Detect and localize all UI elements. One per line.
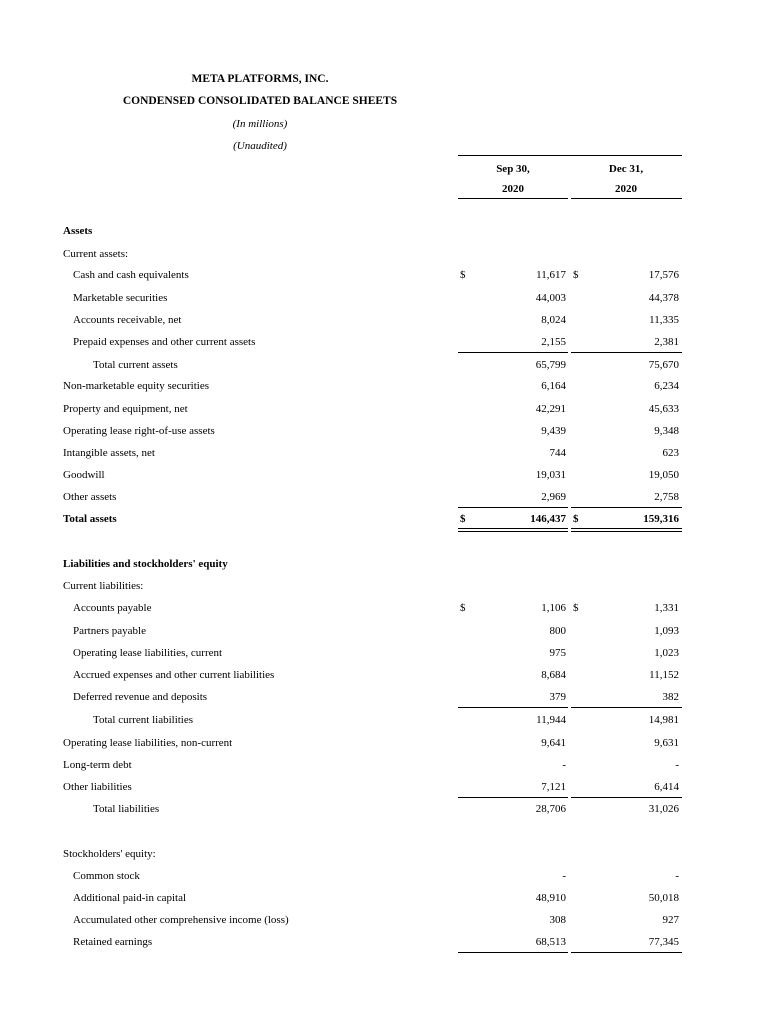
subtotal-rule [458,352,568,353]
value-dec-2020: 75,670 [648,359,679,371]
value-sep-2020: 28,706 [535,803,566,815]
value-dec-2020: 31,026 [648,803,679,815]
row-label: Accounts payable [73,602,152,614]
value-sep-2020: 800 [549,625,566,637]
row-label: Cash and cash equivalents [73,269,189,281]
company-name: META PLATFORMS, INC. [191,73,329,85]
value-sep-2020: 975 [549,647,566,659]
value-dec-2020: 1,023 [654,647,679,659]
column-header-rule-1 [458,198,568,199]
row-label: Intangible assets, net [63,447,155,459]
row-label: Total assets [63,513,117,525]
dollar-sign: $ [460,513,466,525]
value-dec-2020: - [675,759,679,771]
value-sep-2020: 8,024 [541,314,566,326]
dollar-sign: $ [460,602,466,614]
audit-note: (Unaudited) [233,140,287,152]
row-label: Marketable securities [73,292,168,304]
value-dec-2020: 382 [662,691,679,703]
subtotal-rule [571,352,682,353]
value-sep-2020: 48,910 [535,892,566,904]
statement-title: CONDENSED CONSOLIDATED BALANCE SHEETS [122,95,398,107]
value-dec-2020: 44,378 [648,292,679,304]
row-label: Operating lease liabilities, current [73,647,223,659]
value-sep-2020: 42,291 [535,403,566,415]
value-dec-2020: 9,631 [654,737,679,749]
value-dec-2020: 11,335 [649,314,679,326]
value-dec-2020: 623 [662,447,679,459]
row-label: Operating lease liabilities, non-current [63,737,233,749]
value-sep-2020: - [562,870,566,882]
value-dec-2020: 9,348 [654,425,679,437]
row-label: Total current liabilities [93,714,194,726]
dollar-sign: $ [573,602,579,614]
row-label: Accounts receivable, net [73,314,182,326]
value-sep-2020: 11,617 [536,269,566,281]
value-dec-2020: 19,050 [648,469,679,481]
row-label: Prepaid expenses and other current assets [73,336,256,348]
row-label: Deferred revenue and deposits [73,691,208,703]
value-sep-2020: 11,944 [536,714,566,726]
column-header-dec-month: Dec 31, [608,163,644,175]
equity-heading: Stockholders' equity: [63,848,156,860]
dollar-sign: $ [460,269,466,281]
row-label: Other liabilities [63,781,132,793]
dollar-sign: $ [573,269,579,281]
double-rule [458,531,568,532]
value-dec-2020: 6,234 [654,380,679,392]
value-sep-2020: 379 [549,691,566,703]
row-label: Retained earnings [73,936,153,948]
value-dec-2020: 6,414 [654,781,679,793]
value-dec-2020: 159,316 [643,513,679,525]
current-liabilities-heading: Current liabilities: [63,580,144,592]
subtotal-rule [458,797,568,798]
row-label: Total liabilities [93,803,160,815]
row-label: Non-marketable equity securities [63,380,210,392]
value-sep-2020: 68,513 [535,936,566,948]
current-assets-heading: Current assets: [63,248,129,260]
liabilities-heading: Liabilities and stockholders' equity [63,558,228,570]
value-dec-2020: 2,381 [654,336,679,348]
value-sep-2020: - [562,759,566,771]
value-dec-2020: 77,345 [648,936,679,948]
double-rule [571,531,682,532]
row-label: Partners payable [73,625,146,637]
column-header-rule-2 [571,198,682,199]
value-dec-2020: 11,152 [649,669,679,681]
value-sep-2020: 7,121 [541,781,566,793]
value-dec-2020: 50,018 [648,892,679,904]
row-label: Long-term debt [63,759,132,771]
row-label: Accrued expenses and other current liabilities [73,669,275,681]
subtotal-rule [458,952,568,953]
value-sep-2020: 9,641 [541,737,566,749]
row-label: Common stock [73,870,140,882]
column-header-sep-month: Sep 30, [496,163,530,175]
value-sep-2020: 6,164 [541,380,566,392]
dollar-sign: $ [573,513,579,525]
row-label: Accumulated other comprehensive income (loss) [73,914,289,926]
column-header-dec-year: 2020 [615,183,637,195]
value-dec-2020: 927 [662,914,679,926]
value-sep-2020: 146,437 [530,513,566,525]
units-note: (In millions) [232,118,288,130]
column-header-sep-year: 2020 [502,183,524,195]
value-dec-2020: 1,093 [654,625,679,637]
value-dec-2020: 14,981 [648,714,679,726]
value-dec-2020: 45,633 [648,403,679,415]
subtotal-rule [458,507,568,508]
column-header-top-rule [458,155,682,156]
subtotal-rule [571,797,682,798]
value-sep-2020: 1,106 [541,602,566,614]
value-sep-2020: 744 [549,447,566,459]
row-label: Additional paid-in capital [73,892,187,904]
value-sep-2020: 8,684 [541,669,566,681]
row-label: Other assets [63,491,117,503]
value-sep-2020: 2,155 [541,336,566,348]
row-label: Total current assets [93,359,178,371]
value-sep-2020: 9,439 [541,425,566,437]
value-dec-2020: 17,576 [648,269,679,281]
row-label: Goodwill [63,469,105,481]
row-label: Operating lease right-of-use assets [63,425,215,437]
subtotal-rule [571,507,682,508]
value-dec-2020: 2,758 [654,491,679,503]
double-rule [458,528,568,529]
value-sep-2020: 19,031 [535,469,566,481]
subtotal-rule [571,707,682,708]
subtotal-rule [458,707,568,708]
value-dec-2020: 1,331 [654,602,679,614]
value-sep-2020: 44,003 [535,292,566,304]
subtotal-rule [571,952,682,953]
value-sep-2020: 308 [549,914,566,926]
value-dec-2020: - [675,870,679,882]
value-sep-2020: 2,969 [541,491,566,503]
row-label: Property and equipment, net [63,403,188,415]
value-sep-2020: 65,799 [535,359,566,371]
assets-heading: Assets [63,225,93,237]
double-rule [571,528,682,529]
